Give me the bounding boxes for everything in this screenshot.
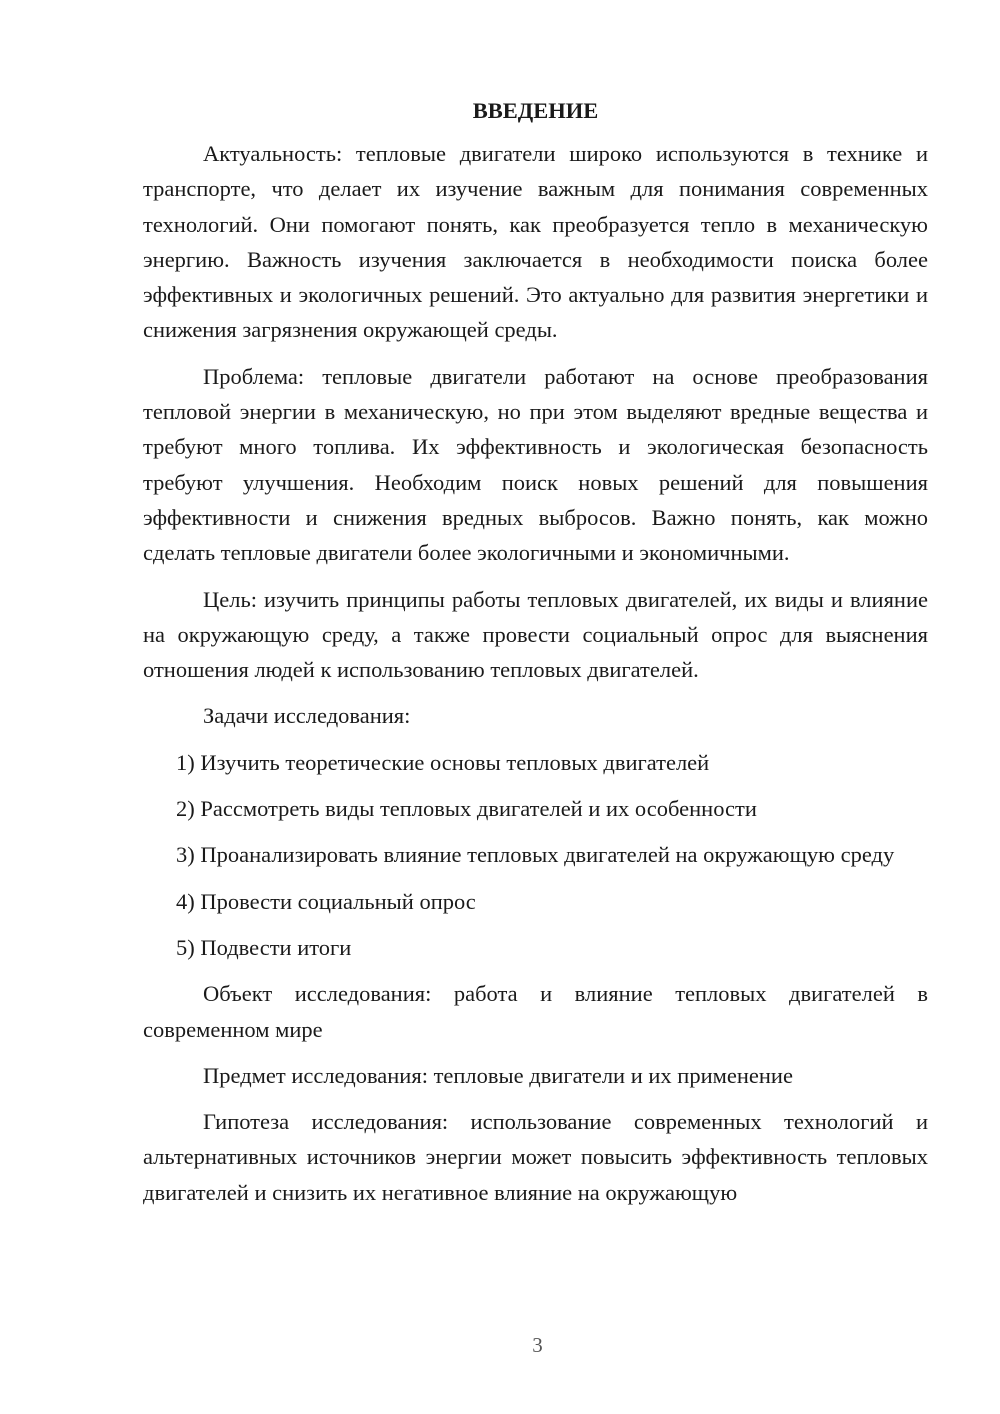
task-item: 3) Проанализировать влияние тепловых двигателей на окружающую среду — [176, 842, 895, 868]
task-item: 5) Подвести итоги — [176, 934, 352, 960]
paragraph-object: Объект исследования: работа и влияние тепловых двигателей в современном мире — [143, 981, 928, 1042]
task-item: 2) Рассмотреть виды тепловых двигателей и их особенности — [176, 796, 757, 822]
page-number: 3 — [532, 1333, 543, 1357]
paragraph-subject: Предмет исследования: тепловые двигатели и их применение — [203, 1062, 793, 1088]
task-item: 1) Изучить теоретические основы тепловых двигателей — [176, 749, 710, 775]
section-heading: ВВЕДЕНИЕ — [472, 98, 599, 123]
paragraph-hypothesis: Гипотеза исследования: использование современных технологий и альтернативных источников энергии может повысить эффективность тепловых двигателей и снизить их негативное влияние на окружающую — [143, 1109, 928, 1205]
paragraph-relevance: Актуальность: тепловые двигатели широко используются в технике и транспорте, что делает их изучение важным для понимания современных технологий. Они помогают понять, как преобразуется тепло в механическую энергию. Важность изучения заключается в необходимости поиска более эффективных и экологичных решений. Это актуально для развития энергетики и снижения загрязнения окружающей среды. — [143, 141, 928, 343]
paragraph-goal: Цель: изучить принципы работы тепловых двигателей, их виды и влияние на окружающую среду, а также провести социальный опрос для выяснения отношения людей к использованию тепловых двигателей. — [143, 586, 928, 683]
task-item: 4) Провести социальный опрос — [176, 888, 476, 914]
paragraph-tasks-intro: Задачи исследования: — [203, 703, 411, 729]
task-list — [143, 745, 928, 965]
paragraph-problem: Проблема: тепловые двигатели работают на основе преобразования тепловой энергии в механическую, но при этом выделяют вредные вещества и требуют много топлива. Их эффективность и экологическая безопасность требуют улучшения. Необходим поиск новых решений для повышения эффективности и снижения вредных выбросов. Важно понять, как можно сделать тепловые двигатели более экологичными и экономичными. — [143, 363, 928, 566]
page-content — [143, 96, 928, 1221]
